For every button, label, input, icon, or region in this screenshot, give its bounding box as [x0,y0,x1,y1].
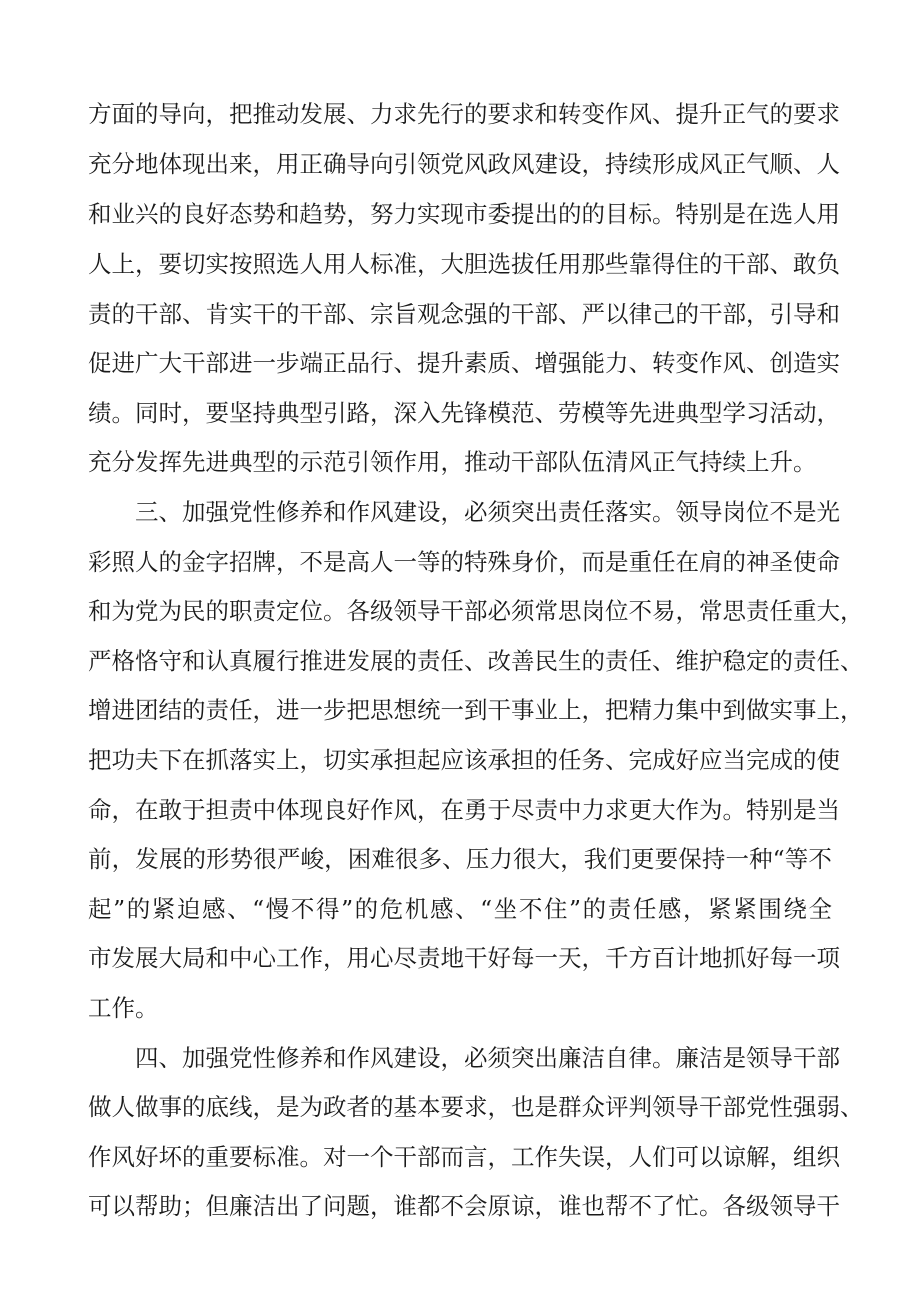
line-text: 作 风 好 坏 的 重 要 标 准 。 对 一 个 干 部 而 言 ， 工 作 失 误 ， 人 们 可 以 谅 解 ， 组 织 [88,1143,840,1171]
text-line [0,1141,920,1173]
text-line [0,843,920,875]
line-text: 人 上 ， 要 切 实 按 照 选 人 用 人 标 准 ， 大 胆 选 拔 任 用 那 些 靠 得 住 的 干 部 、 敢 负 [88,250,840,278]
text-line [0,595,920,627]
line-text: 促 进 广 大 干 部 进 一 步 端 正 品 行 、 提 升 素 质 、 增 强 能 力 、 转 变 作 风 、 创 造 实 [88,349,840,377]
text-line [0,794,920,826]
text-line [0,148,920,180]
text-line [0,298,920,330]
text-line [0,397,920,429]
line-text: 可 以 帮 助 ； 但 廉 洁 出 了 问 题 ， 谁 都 不 会 原 谅 ， 谁 也 帮 不 了 忙 。 各 级 领 导 干 [88,1192,840,1220]
text-line [0,645,920,677]
line-text: 做 人 做 事 的 底 线 ， 是 为 政 者 的 基 本 要 求 ， 也 是 群 众 评 判 领 导 干 部 党 性 强 弱 、 [88,1093,864,1121]
line-text: 三 、 加 强 党 性 修 养 和 作 风 建 设 ， 必 须 突 出 责 任 落 实 。 领 导 岗 位 不 是 光 [135,498,840,526]
line-text: 工作。 [88,994,159,1022]
line-text: 命 ， 在 敢 于 担 责 中 体 现 良 好 作 风 ， 在 勇 于 尽 责 中 力 求 更 大 作 为 。 特 别 是 当 [88,796,840,824]
text-line [0,942,920,974]
text-line [0,1042,920,1074]
text-line [0,1091,920,1123]
text-line [0,446,920,478]
line-text: 和 为 党 为 民 的 职 责 定 位 。 各 级 领 导 干 部 必 须 常 思 岗 位 不 易 ， 常 思 责 任 重 大 ， [88,597,864,625]
line-text: 彩 照 人 的 金 字 招 牌 ， 不 是 高 人 一 等 的 特 殊 身 价 ， 而 是 重 任 在 肩 的 神 圣 使 命 [88,548,840,576]
text-line [0,893,920,925]
text-line [0,744,920,776]
line-text: 起 ” 的 紧 迫 感 、 “ 慢 不 得 ” 的 危 机 感 、 “ 坐 不 住 ” 的 责 任 感 ， 紧 紧 围 绕 全 [88,895,832,923]
line-text: 方 面 的 导 向 ， 把 推 动 发 展 、 力 求 先 行 的 要 求 和 转 变 作 风 、 提 升 正 气 的 要 求 [88,100,840,128]
line-text: 严 格 恪 守 和 认 真 履 行 推 进 发 展 的 责 任 、 改 善 民 生 的 责 任 、 维 护 稳 定 的 责 任 、 [88,647,864,675]
line-text: 充 分 地 体 现 出 来 ， 用 正 确 导 向 引 领 党 风 政 风 建 设 ， 持 续 形 成 风 正 气 顺 、 人 [88,150,840,178]
text-line [0,496,920,528]
line-text: 增 进 团 结 的 责 任 ， 进 一 步 把 思 想 统 一 到 干 事 业 上 ， 把 精 力 集 中 到 做 实 事 上 ， [88,696,864,724]
text-line [0,198,920,230]
line-text: 把 功 夫 下 在 抓 落 实 上 ， 切 实 承 担 起 应 该 承 担 的 任 务 、 完 成 好 应 当 完 成 的 使 [88,746,840,774]
text-line [0,347,920,379]
text-line [0,1190,920,1222]
line-text: 充分发挥先进典型的示范引领作用，推动干部队伍清风正气持续上升。 [88,448,817,476]
line-text: 市 发 展 大 局 和 中 心 工 作 ， 用 心 尽 责 地 干 好 每 一 天 ， 千 方 百 计 地 抓 好 每 一 项 [88,944,840,972]
text-line [0,98,920,130]
line-text: 责 的 干 部 、 肯 实 干 的 干 部 、 宗 旨 观 念 强 的 干 部 、 严 以 律 己 的 干 部 ， 引 导 和 [88,300,840,328]
line-text: 四 、 加 强 党 性 修 养 和 作 风 建 设 ， 必 须 突 出 廉 洁 自 律 。 廉 洁 是 领 导 干 部 [135,1044,840,1072]
line-text: 和 业 兴 的 良 好 态 势 和 趋 势 ， 努 力 实 现 市 委 提 出 的 的 目 标 。 特 别 是 在 选 人 用 [88,200,840,228]
text-line [0,248,920,280]
line-text: 绩 。 同 时 ， 要 坚 持 典 型 引 路 ， 深 入 先 锋 模 范 、 劳 模 等 先 进 典 型 学 习 活 动 ， [88,399,840,427]
text-line [0,992,920,1024]
text-line [0,694,920,726]
line-text: 前 ， 发 展 的 形 势 很 严 峻 ， 困 难 很 多 、 压 力 很 大 ， 我 们 更 要 保 持 一 种 “ 等 不 [88,845,832,873]
text-line [0,546,920,578]
